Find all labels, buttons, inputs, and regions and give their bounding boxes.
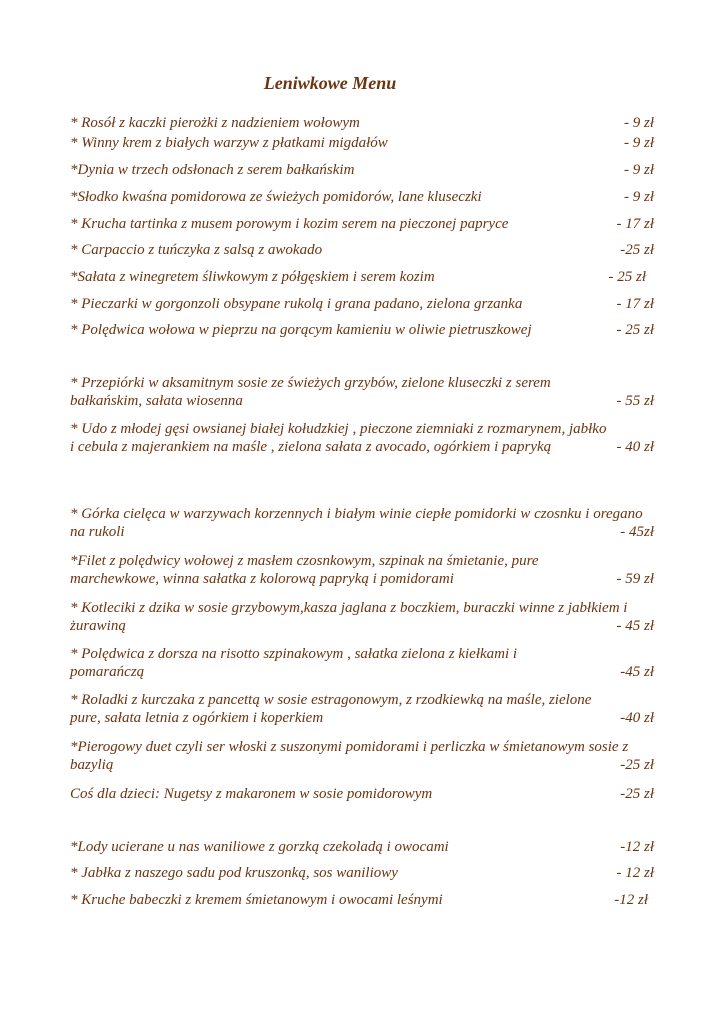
menu-title: Leniwkowe Menu bbox=[263, 73, 397, 93]
menu-item-text: *Sałata z winegretem śliwkowym z półgęskiem i serem kozim bbox=[70, 269, 435, 285]
menu-item bbox=[70, 322, 654, 340]
menu-item-price: -40 zł bbox=[620, 709, 654, 726]
menu-item-text: *Lody ucierane u nas waniliowe z gorzką czekoladą i owocami bbox=[70, 839, 449, 855]
menu-item bbox=[70, 786, 654, 804]
menu-item bbox=[70, 115, 654, 133]
menu-item bbox=[70, 506, 654, 541]
menu-item-price: -12 zł bbox=[620, 839, 654, 855]
menu-item-text: *Pierogowy duet czyli ser włoski z suszonymi pomidorami i perliczka w śmietanowym sosie z bazylią bbox=[70, 739, 629, 773]
menu-item-text: * Winny krem z białych warzyw z płatkami migdałów bbox=[70, 135, 388, 151]
menu-item-price: - 25 zł bbox=[616, 322, 654, 338]
menu-item-text: * Rosół z kaczki pierożki z nadzieniem wołowym bbox=[70, 115, 360, 131]
menu-item-text: * Roladki z kurczaka z pancettą w sosie estragonowym, z rzodkiewką na maśle, zielone pure, sałata letnia z ogórkiem i koperkiem bbox=[70, 692, 592, 726]
menu-item-text: * Przepiórki w aksamitnym sosie ze świeżych grzybów, zielone kluseczki z serem bałkańskim, sałata wiosenna bbox=[70, 375, 551, 409]
menu-item-price: - 17 zł bbox=[616, 216, 654, 232]
menu-item-price: -25 zł bbox=[620, 756, 654, 773]
menu-item bbox=[70, 692, 654, 727]
menu-item bbox=[70, 421, 654, 456]
menu-item bbox=[70, 375, 654, 410]
menu-item-price: -25 zł bbox=[620, 786, 654, 802]
menu-item-price: - 55 zł bbox=[616, 392, 654, 409]
menu-item bbox=[70, 269, 654, 287]
menu-item-price: -12 zł bbox=[614, 892, 648, 908]
menu-item-price: - 40 zł bbox=[616, 438, 654, 455]
menu-item bbox=[70, 739, 654, 774]
menu-item-text: Coś dla dzieci: Nugetsy z makaronem w sosie pomidorowym bbox=[70, 786, 433, 802]
menu-item-price: - 59 zł bbox=[616, 570, 654, 587]
menu-item-price: - 45zł bbox=[620, 523, 654, 540]
menu-item-text: * Jabłka z naszego sadu pod kruszonką, sos waniliowy bbox=[70, 865, 398, 881]
menu-item bbox=[70, 216, 654, 234]
menu-item bbox=[70, 189, 654, 207]
menu-item-price: - 9 zł bbox=[624, 135, 654, 151]
menu-item-text: * Udo z młodej gęsi owsianej białej kołudzkiej , pieczone ziemniaki z rozmarynem, jabłko i cebula z majerankiem na maśle , zielona sałata z avocado, ogórkiem i papryką bbox=[70, 421, 607, 455]
menu-item-text: * Kruche babeczki z kremem śmietanowym i owocami leśnymi bbox=[70, 892, 443, 908]
menu-item-price: -45 zł bbox=[620, 663, 654, 680]
menu-item bbox=[70, 296, 654, 314]
menu-item-price: - 9 zł bbox=[624, 115, 654, 131]
menu-item bbox=[70, 242, 654, 260]
menu-item-price: - 17 zł bbox=[616, 296, 654, 312]
menu-item-text: *Dynia w trzech odsłonach z serem bałkańskim bbox=[70, 162, 355, 178]
menu-item bbox=[70, 135, 654, 153]
menu-item-text: * Polędwica wołowa w pieprzu na gorącym kamieniu w oliwie pietruszkowej bbox=[70, 322, 532, 338]
menu-item-price: - 9 zł bbox=[624, 189, 654, 205]
menu-item-text: *Słodko kwaśna pomidorowa ze świeżych pomidorów, lane kluseczki bbox=[70, 189, 482, 205]
menu-item bbox=[70, 600, 654, 635]
menu-item bbox=[70, 646, 654, 681]
menu-item-text: * Kotleciki z dzika w sosie grzybowym,kasza jaglana z boczkiem, buraczki winne z jabłkiem i żurawiną bbox=[70, 600, 628, 634]
menu-item bbox=[70, 162, 654, 180]
menu-item-text: * Carpaccio z tuńczyka z salsą z awokado bbox=[70, 242, 323, 258]
menu-item-text: * Górka cielęca w warzywach korzennych i białym winie ciepłe pomidorki w czosnku i oregano na rukoli bbox=[70, 506, 643, 540]
menu-item-price: - 25 zł bbox=[608, 269, 646, 285]
menu-item-price: -25 zł bbox=[620, 242, 654, 258]
menu-item bbox=[70, 553, 654, 588]
menu-item-price: - 12 zł bbox=[616, 865, 654, 881]
menu-item-text: *Filet z polędwicy wołowej z masłem czosnkowym, szpinak na śmietanie, pure marchewkowe, winna sałatka z kolorową papryką i pomidorami bbox=[70, 553, 539, 587]
menu-item-text: * Krucha tartinka z musem porowym i kozim serem na pieczonej papryce bbox=[70, 216, 509, 232]
menu-item bbox=[70, 892, 654, 910]
menu-item bbox=[70, 865, 654, 883]
menu-item-price: - 9 zł bbox=[624, 162, 654, 178]
menu-item-text: * Polędwica z dorsza na risotto szpinakowym , sałatka zielona z kiełkami i pomarańczą bbox=[70, 646, 518, 680]
menu-item bbox=[70, 839, 654, 857]
menu-item-text: * Pieczarki w gorgonzoli obsypane rukolą i grana padano, zielona grzanka bbox=[70, 296, 523, 312]
menu-item-price: - 45 zł bbox=[616, 617, 654, 634]
